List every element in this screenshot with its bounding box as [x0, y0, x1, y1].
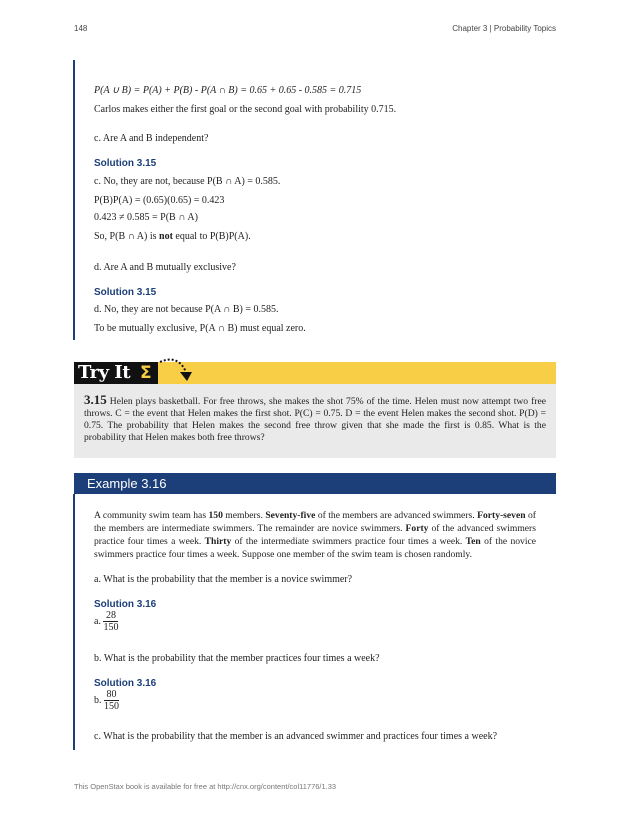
intro-bold: 150	[208, 510, 223, 521]
example-header	[74, 473, 556, 494]
intro-bold: Seventy-five	[265, 510, 316, 521]
fraction-a-numerator: 28	[103, 610, 118, 622]
intro-text: of the novice swimmers practice four times a week. Suppose one member of the swim team is chosen randomly.	[94, 536, 537, 560]
solution-c-line4-post: equal to P(B)P(A).	[172, 231, 251, 242]
solution-a	[94, 610, 118, 633]
intro-text: A community swim team has	[94, 510, 209, 521]
union-formula: P(A ∪ B) = P(A) + P(B) - P(A ∩ B) = 0.65 + 0.65 - 0.585 = 0.715	[94, 85, 362, 96]
fraction-b-numerator: 80	[104, 689, 119, 701]
question-d: d. Are A and B mutually exclusive?	[94, 262, 236, 273]
chapter-title: Chapter 3 | Probability Topics	[452, 24, 556, 33]
intro-text: members.	[222, 510, 266, 521]
page-number: 148	[74, 24, 88, 33]
left-rule-top	[73, 60, 75, 340]
solution-b-prefix: b.	[94, 694, 102, 706]
fraction-a-denominator: 150	[103, 622, 119, 633]
solution-c-line3: 0.423 ≠ 0.585 = P(B ∩ A)	[94, 212, 198, 223]
example-question-c: c. What is the probability that the member is an advanced swimmer and practices four times a week?	[94, 731, 498, 742]
fraction-a	[103, 610, 118, 633]
solution-c-line1: c. No, they are not, because P(B ∩ A) = 0.585.	[94, 176, 281, 187]
intro-bold: Thirty	[204, 536, 232, 547]
solution-c-line4-pre: So, P(B ∩ A) is	[94, 231, 160, 242]
try-it-label: Try It	[78, 362, 131, 383]
intro-bold: Forty-seven	[477, 510, 526, 521]
solution-b	[94, 689, 119, 712]
sigma-icon: Σ	[140, 363, 152, 383]
solution-d-line2: To be mutually exclusive, P(A ∩ B) must equal zero.	[94, 323, 306, 334]
intro-text: of the advanced swimmers practice four times a week.	[94, 523, 536, 547]
solution-c-line4	[94, 230, 251, 243]
example-intro	[94, 509, 536, 561]
solution-c-title: Solution 3.15	[94, 158, 157, 169]
solution-a-title: Solution 3.16	[94, 599, 157, 610]
solution-a-prefix: a.	[94, 615, 101, 627]
solution-b-title: Solution 3.16	[94, 678, 157, 689]
example-question-b: b. What is the probability that the member practices four times a week?	[94, 653, 380, 664]
example-title: Example 3.16	[87, 476, 167, 491]
question-c: c. Are A and B independent?	[94, 133, 209, 144]
solution-c-line4-bold: not	[159, 231, 173, 242]
try-it-body: Helen plays basketball. For free throws, she makes the shot 75% of the time. Helen must now attempt two free throws. C = the event that Helen makes the first shot. P(C) = 0.75. D = the event Helen makes the second shot. P(D) = 0.75. The probability that Helen makes the second free throw given that she made the first is 0.85. What is the probability that Helen makes both free throws?	[84, 396, 546, 443]
intro-text: of the intermediate swimmers practice four times a week.	[231, 536, 466, 547]
left-rule-bottom	[73, 494, 75, 750]
intro-bold: Ten	[465, 536, 481, 547]
solution-d-title: Solution 3.15	[94, 287, 157, 298]
intro-text: of the members are intermediate swimmers. The remainder are novice swimmers.	[94, 510, 536, 534]
dotted-arrow-icon	[158, 356, 194, 384]
example-question-a: a. What is the probability that the member is a novice swimmer?	[94, 574, 353, 585]
solution-c-line2: P(B)P(A) = (0.65)(0.65) = 0.423	[94, 195, 225, 206]
solution-d-line1: d. No, they are not because P(A ∩ B) = 0.585.	[94, 304, 279, 315]
fraction-b-denominator: 150	[104, 701, 119, 712]
try-it-text	[84, 394, 546, 444]
intro-text: of the members are advanced swimmers.	[315, 510, 478, 521]
carlos-line: Carlos makes either the first goal or the second goal with probability 0.715.	[94, 104, 397, 115]
intro-bold: Forty	[405, 523, 429, 534]
footer-text: This OpenStax book is available for free at http://cnx.org/content/col11776/1.33	[74, 782, 337, 791]
fraction-b	[104, 689, 119, 712]
try-it-number: 3.15	[84, 392, 107, 407]
